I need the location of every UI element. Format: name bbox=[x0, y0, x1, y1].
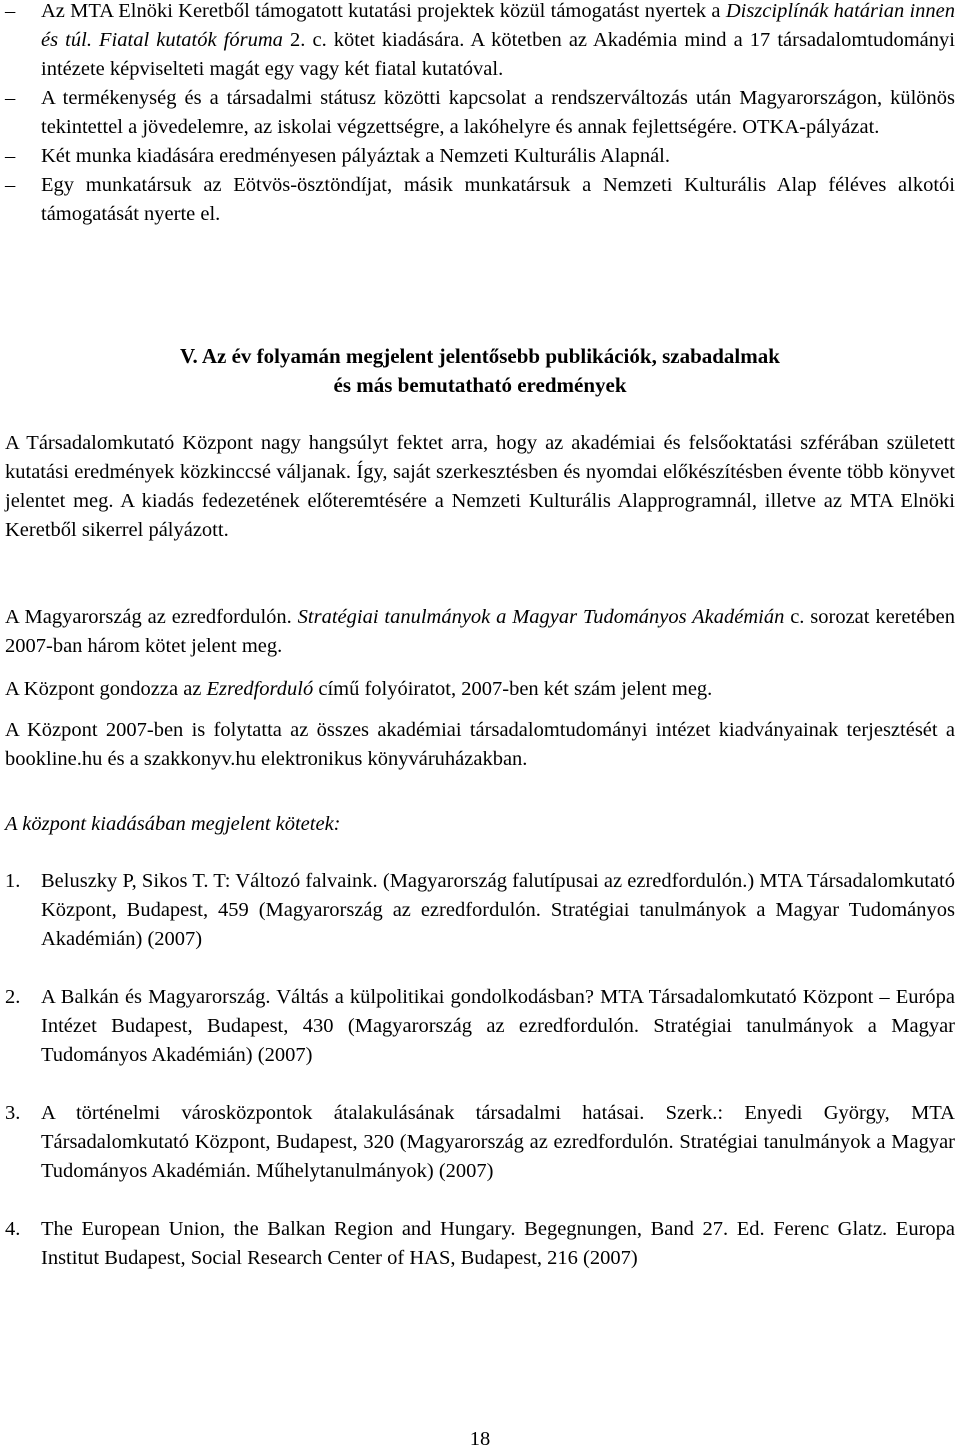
paragraph-journal-italic: Ezredforduló bbox=[206, 678, 314, 700]
dash-item-text-pre: Az MTA Elnöki Keretből támogatott kutatási projektek közül támogatást nyertek a bbox=[41, 0, 726, 22]
paragraph-series-pre: A Magyarország az ezredfordulón. bbox=[5, 606, 298, 628]
book-number: 1. bbox=[5, 870, 21, 892]
document-page bbox=[5, 0, 955, 1456]
dash-item-text-post: 2. c. kötet kiadására. A kötetben az Akadémia mind a 17 társadalomtudományi intézete képviselteti magát egy vagy két fiatal kutatóval. bbox=[41, 29, 955, 80]
dash-marker: – bbox=[5, 0, 16, 22]
paragraph-series bbox=[5, 603, 955, 661]
books-subheading-text: A központ kiadásában megjelent kötetek: bbox=[5, 813, 341, 835]
paragraph-intro: A Társadalomkutató Központ nagy hangsúlyt fektet arra, hogy az akadémiai és felsőoktatási szférában született kutatási eredmények közkinccsé váljanak. Így, saját szerkesztésben és nyomdai előkészítésben évente több könyvet jelentet meg. A kiadás fedezetének előteremtésére a Nemzeti Kulturális Alapprogramnál, illetve az MTA Elnöki Keretből sikerrel pályázott. bbox=[5, 432, 955, 541]
books-subheading bbox=[5, 810, 955, 839]
page-number: 18 bbox=[469, 1428, 491, 1450]
paragraph-journal bbox=[5, 675, 955, 704]
book-text: A Balkán és Magyarország. Váltás a külpolitikai gondolkodásban? MTA Társadalomkutató Központ – Európa Intézet Budapest, Budapest, 430 (Magyarország az ezredfordulón. Stratégiai tanulmányok a Magyar Tudományos Akadémián) (2007) bbox=[41, 986, 955, 1066]
dash-marker: – bbox=[5, 174, 16, 196]
section-heading-line-2: és más bemutatható eredmények bbox=[333, 373, 627, 397]
dash-item bbox=[5, 84, 955, 142]
book-number: 3. bbox=[5, 1102, 21, 1124]
book-item bbox=[5, 1215, 955, 1273]
paragraph-journal-post: című folyóiratot, 2007-ben két szám jelent meg. bbox=[313, 678, 713, 700]
dash-item bbox=[5, 142, 955, 171]
book-text: The European Union, the Balkan Region and Hungary. Begegnungen, Band 27. Ed. Ferenc Glatz. Europa Institut Budapest, Social Research Center of HAS, Budapest, 216 (2007) bbox=[41, 1218, 955, 1269]
dash-item bbox=[5, 0, 955, 84]
book-item bbox=[5, 983, 955, 1070]
dash-item-text-italic: Diszciplínák határian innen és túl. Fiatal kutatók fóruma bbox=[41, 0, 956, 51]
paragraph-series-post: c. sorozat keretében 2007-ban három kötet jelent meg. bbox=[5, 606, 955, 657]
dash-marker: – bbox=[5, 145, 16, 167]
dash-marker: – bbox=[5, 87, 16, 109]
dash-item-text: Két munka kiadására eredményesen pályáztak a Nemzeti Kulturális Alapnál. bbox=[41, 145, 670, 167]
dash-item bbox=[5, 171, 955, 229]
book-text: A történelmi városközpontok átalakulásának társadalmi hatásai. Szerk.: Enyedi György, MTA Társadalomkutató Központ, Budapest, 320 (Magyarország az ezredfordulón. Stratégiai tanulmányok a Magyar Tudományos Akadémián. Műhelytanulmányok) (2007) bbox=[41, 1102, 955, 1182]
paragraph-distribution: A Központ 2007-ben is folytatta az összes akadémiai társadalomtudományi intézet kiadványainak terjesztését a bookline.hu és a szakkonyv.hu elektronikus könyváruházakban. bbox=[5, 719, 955, 770]
paragraph-journal-pre: A Központ gondozza az bbox=[5, 678, 207, 700]
book-number: 4. bbox=[5, 1218, 21, 1240]
book-text: Beluszky P, Sikos T. T: Változó falvaink. (Magyarország falutípusai az ezredfordulón.) MTA Társadalomkutató Központ, Budapest, 459 (Magyarország az ezredfordulón. Stratégiai tanulmányok a Magyar Tudományos Akadémián) (2007) bbox=[41, 870, 955, 950]
dash-item-text: A termékenység és a társadalmi státusz közötti kapcsolat a rendszerváltozás után Magyarországon, különös tekintettel a jövedelemre, az iskolai végzettségre, a lakóhelyre és annak fejlettségére. OTKA-pályázat. bbox=[41, 87, 955, 138]
section-heading-line-1: V. Az év folyamán megjelent jelentősebb publikációk, szabadalmak bbox=[180, 344, 780, 368]
book-number: 2. bbox=[5, 986, 21, 1008]
dash-list bbox=[5, 0, 955, 229]
book-item bbox=[5, 1099, 955, 1186]
book-item bbox=[5, 867, 955, 954]
dash-item-text: Egy munkatársuk az Eötvös-ösztöndíjat, másik munkatársuk a Nemzeti Kulturális Alap féléves alkotói támogatását nyerte el. bbox=[41, 174, 955, 225]
section-heading bbox=[5, 342, 955, 400]
paragraph-series-italic: Stratégiai tanulmányok a Magyar Tudományos Akadémián bbox=[297, 606, 785, 628]
